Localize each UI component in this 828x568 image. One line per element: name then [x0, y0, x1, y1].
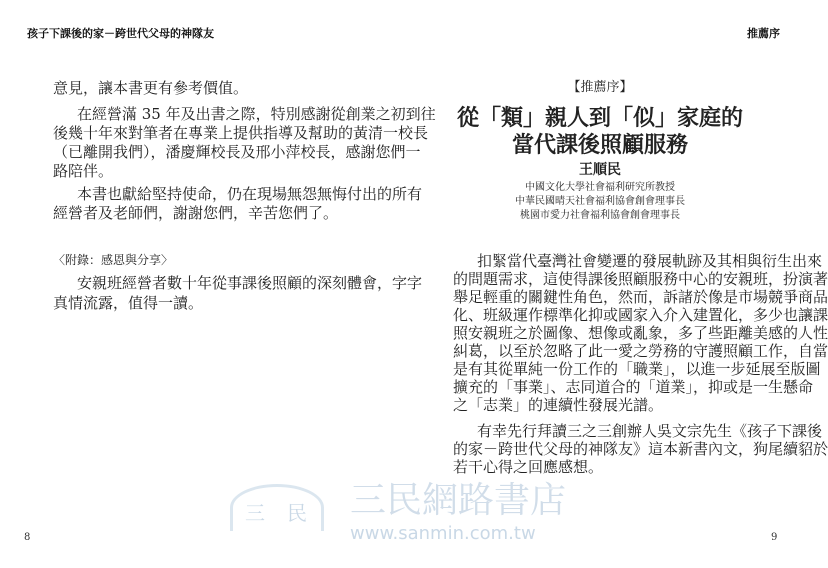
watermark-url: www.sanmin.com.tw	[350, 523, 536, 544]
page-number: 8	[24, 532, 31, 543]
watermark-name: 三民網路書店	[350, 480, 567, 521]
appendix-heading: 〈附錄：感恩與分享〉	[53, 253, 174, 267]
text-line: 擴充的「事業」、志同道合的「道業」，抑或是一生懸命	[453, 378, 814, 396]
author-name: 王順民	[579, 162, 621, 178]
affiliation: 中華民國晴天社會福利協會創會理事長	[515, 196, 685, 207]
title-line: 從「類」親人到「似」家庭的	[456, 106, 743, 131]
running-head: 推薦序	[747, 27, 780, 40]
text-line: 真情流露，值得一讀。	[53, 294, 204, 312]
text-line: 經營者及老師們，謝謝您們，辛苦您們了。	[53, 204, 339, 222]
text-line: 舉足輕重的關鍵性角色，然而，訴諸於像是市場競爭商品	[453, 288, 828, 306]
title-line: 當代課後照顧服務	[511, 133, 688, 158]
text-line: 糾葛，以至於忽略了此一愛之勞務的守護照顧工作，自當	[453, 342, 828, 360]
text-line: 的問題需求，這使得課後照顧服務中心的安親班，扮演著	[453, 270, 828, 288]
watermark-logo-icon	[230, 484, 324, 531]
text-line: 的家－跨世代父母的神隊友》這本新書內文，狗尾續貂於	[453, 440, 828, 458]
text-line: 路陪伴。	[53, 162, 114, 180]
text-line: 之「志業」的連續性發展光譜。	[453, 396, 664, 414]
text-line: 意見，讓本書更有參考價值。	[53, 79, 249, 97]
section-label: 【推薦序】	[567, 80, 633, 95]
text-line: 是有其從單純一份工作的「職業」，以進一步延展至版圖	[453, 360, 821, 378]
watermark-logo-char: 民	[287, 501, 307, 525]
text-line: 化、班級運作標準化抑或國家入介入建置化，多少也讓課	[453, 306, 828, 324]
watermark-logo-char: 三	[245, 501, 265, 525]
text-line: 有幸先行拜讀三之三創辦人吳文宗先生《孩子下課後	[477, 422, 823, 440]
text-line: 後幾十年來對筆者在專業上提供指導及幫助的黃清一校長	[53, 124, 429, 142]
text-line: 本書也獻給堅持使命，仍在現場無怨無悔付出的所有	[77, 185, 423, 203]
text-line: 照安親班之於圖像、想像或亂象，多了些距離美感的人性	[453, 324, 828, 342]
affiliation: 桃園市愛力社會福利協會創會理事長	[520, 210, 680, 221]
affiliation: 中國文化大學社會福利研究所教授	[525, 182, 675, 193]
page-number: 9	[771, 532, 778, 543]
running-head: 孩子下課後的家－跨世代父母的神隊友	[27, 27, 214, 40]
text-line: （已離開我們），潘慶輝校長及邢小萍校長，感謝您們一	[53, 143, 421, 161]
text-line: 若干心得之回應感想。	[453, 458, 604, 476]
text-line: 在經營滿 35 年及出書之際，特別感謝從創業之初到往	[77, 105, 436, 123]
text-line: 安親班經營者數十年從事課後照顧的深刻體會，字字	[77, 274, 423, 292]
text-line: 扣緊當代臺灣社會變遷的發展軌跡及其相與衍生出來	[477, 252, 823, 270]
